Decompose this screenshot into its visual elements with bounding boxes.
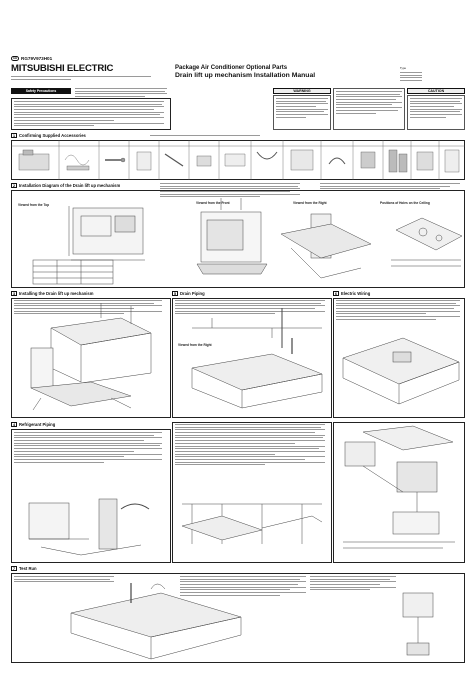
doc-title-line1: Package Air Conditioner Optional Parts — [175, 65, 288, 71]
section-1-title: Confirming Supplied Accessories — [19, 133, 86, 138]
section-5-drawing — [172, 298, 332, 418]
electric-diagram — [333, 422, 465, 563]
section-3-number: 3 — [12, 291, 16, 296]
caution-header: CAUTION — [407, 88, 465, 94]
warning-col2 — [333, 88, 405, 130]
section-1-note — [150, 135, 270, 138]
section-7-drawing — [11, 573, 465, 663]
section-5-header — [172, 291, 205, 296]
view-top-label: Viewed from the Top — [18, 203, 50, 207]
caution-col — [407, 95, 465, 130]
brand-notes — [11, 76, 161, 81]
doc-code: RG79V973H01 — [21, 56, 53, 61]
warning-header: WARNING — [273, 88, 331, 94]
doc-title-line2: Drain lift up mechanism Installation Manual — [175, 72, 316, 79]
accessories-drawings — [11, 140, 465, 180]
section-6-header — [333, 291, 370, 296]
section-5-title: Drain Piping — [180, 291, 205, 296]
doc-code-badge: GB — [11, 56, 19, 61]
section-3-drawing — [11, 298, 171, 418]
section-6-title: Electric Wiring — [341, 291, 371, 296]
section-7-title: Test Run — [19, 566, 37, 571]
section-7-number: 7 — [12, 566, 16, 571]
view-right-label: Viewed from the Right — [293, 201, 327, 205]
section-3-title: Installing the Drain lift up mechanism — [19, 291, 94, 296]
installation-diagram — [11, 190, 465, 288]
type-label: Type — [400, 66, 407, 70]
view-front-label: Viewed from the Front — [196, 201, 230, 205]
section-4-header — [11, 422, 55, 427]
section-6-drawing — [333, 298, 465, 418]
section-2-title: Installation Diagram of the Drain lift up mechanism — [19, 183, 121, 188]
view-right2-label: Viewed from the Right — [178, 343, 212, 347]
type-list — [400, 72, 430, 83]
section-7-header — [11, 566, 37, 571]
section-6-number: 6 — [334, 291, 338, 296]
safety-label: Safety Precautions — [11, 88, 71, 94]
safety-note-box — [11, 98, 171, 130]
drain-drawing — [172, 422, 332, 563]
section-2-header — [11, 183, 120, 188]
section-4-number: 4 — [12, 422, 16, 427]
section-4-drawing — [11, 429, 171, 563]
section-2-number: 2 — [12, 183, 16, 188]
view-ceiling-label: Positions of Holes on the Ceiling — [380, 201, 430, 205]
brand-logo: MITSUBISHI ELECTRIC — [11, 63, 114, 74]
section-1-header — [11, 133, 86, 138]
section-5-number: 5 — [173, 291, 177, 296]
warning-col1 — [273, 95, 331, 130]
section-3-header — [11, 291, 93, 296]
section-4-title: Refrigerant Piping — [19, 422, 56, 427]
section-1-number: 1 — [12, 133, 16, 138]
